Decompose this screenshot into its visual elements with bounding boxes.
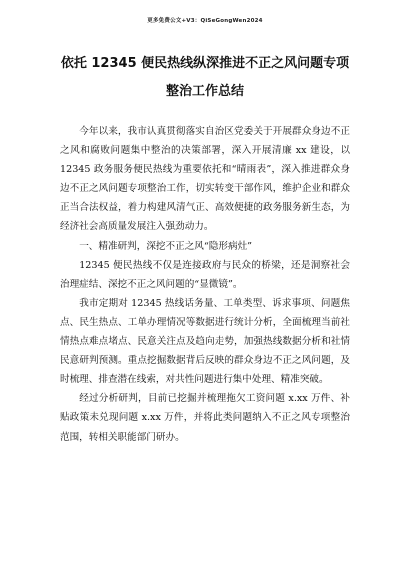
body-paragraph: 经过分析研判，目前已挖掘并梳理拖欠工资问题 x.xx 万件、补贴政策未兑现问题 x.xx 万件，并将此类问题纳入不正之风专项整治范围，转相关职能部门研办。 [60, 393, 350, 443]
body-paragraph: 12345 便民热线不仅是连接政府与民众的桥梁，还是洞察社会治理症结、深挖不正之风问题的“显微镜”。 [60, 259, 350, 290]
section-heading: 一、精准研判，深挖不正之风“隐形病灶” [79, 240, 253, 252]
document-body [60, 122, 350, 447]
document-title: 依托 12345 便民热线纵深推进不正之风问题专项整治工作总结 [60, 56, 350, 99]
watermark-header: 更多免费公文+V3：QiSeGongWen2024 [147, 18, 263, 24]
body-paragraph: 我市定期对 12345 热线话务量、工单类型、诉求事项、问题焦点、民生热点、工单办理情况等数据进行统计分析，全面梳理当前社情热点难点堵点、民意关注点及趋向走势，加强热线数据分析和社情民意研判预测。重点挖掘数据背后反映的群众身边不正之风问题，及时梳理、排查潜在线索，对共性问题进行集中处理、精准突破。 [60, 297, 350, 386]
intro-paragraph: 今年以来，我市认真贯彻落实自治区党委关于开展群众身边不正之风和腐败问题集中整治的决策部署，深入开展清廉 xx 建设，以 12345 政务服务便民热线为重要依托和“晴雨表”，深入推进群众身边不正之风问题专项整治工作，切实转变干部作风，维护企业和群众正当合法权益，着力构建风清气正、高效便捷的政务服务新生态，为经济社会高质量发展注入强劲动力。 [60, 126, 350, 233]
